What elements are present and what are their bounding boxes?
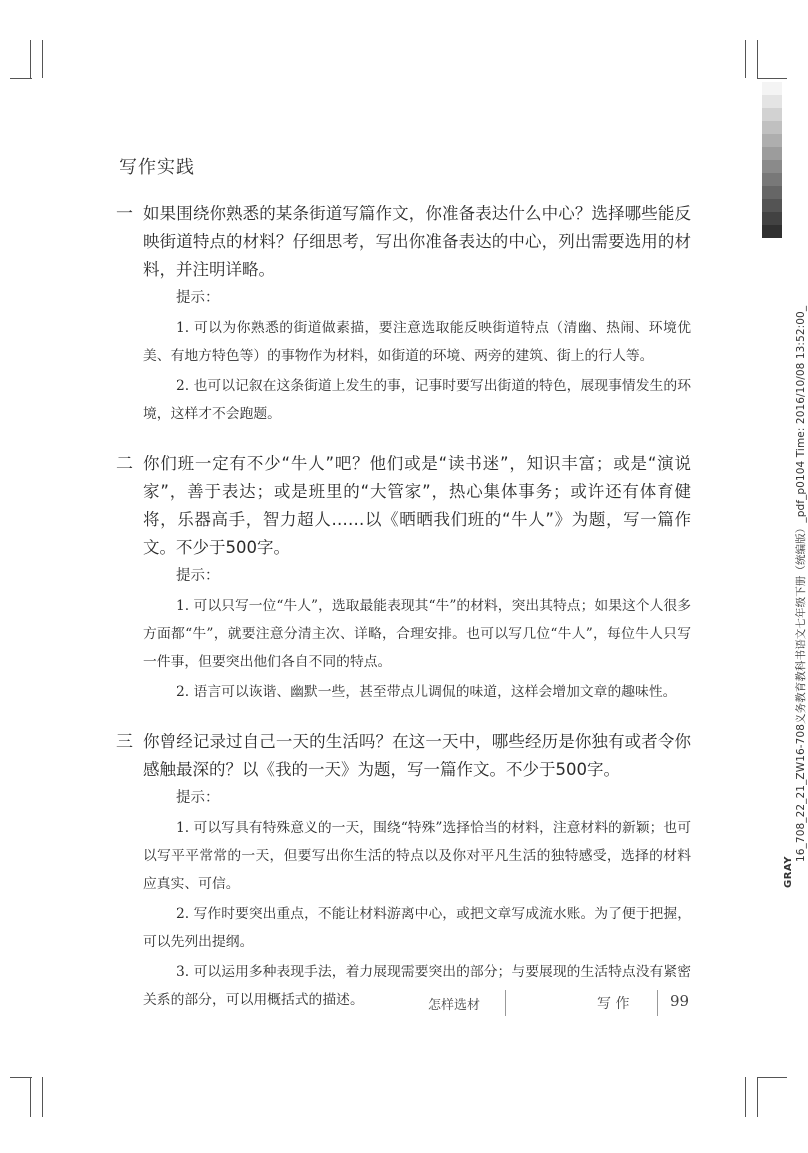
hint-label: 提示：	[176, 790, 220, 806]
page-number: 99	[670, 992, 690, 1010]
hint-item: 1. 可以只写一位“牛人”，选取最能表现其“牛”的材料，突出其特点；如果这个人很多方面都“牛”，就要注意分清主次、详略，合理安排。也可以写几位“牛人”，每位牛人只写一件事，但要突出他们各自不同的特点。	[143, 598, 691, 670]
footer-unit: 写 作	[597, 996, 630, 1012]
crop-mark	[757, 40, 758, 78]
gray-swatch	[762, 199, 782, 212]
hint-item: 2. 也可以记叙在这条街道上发生的事，记事时要写出街道的特色，展现事情发生的环境，这样才不会跑题。	[143, 378, 691, 422]
print-info-text: 16_708_22_21_ZW16-708义务教育教科书语文七年级下册（统编版）_pdf_p0104 Time: 2016/10/08 13:52:00_	[795, 305, 807, 862]
gray-swatch	[762, 160, 782, 173]
hint-item: 2. 写作时要突出重点，不能让材料游离中心，或把文章写成流水账。为了便于把握，可以先列出提纲。	[143, 906, 691, 950]
task-1	[116, 200, 691, 428]
crop-mark	[10, 1077, 32, 1078]
hint-item: 3. 可以运用多种表现手法，着力展现需要突出的部分；与要展现的生活特点没有紧密关系的部分，可以用概括式的描述。	[143, 964, 691, 1008]
gray-label: GRAY	[783, 856, 794, 888]
crop-mark	[757, 1077, 787, 1078]
task-number: 二	[116, 454, 133, 474]
gray-swatch	[762, 147, 782, 160]
gray-swatch	[762, 82, 782, 95]
crop-mark	[42, 1077, 43, 1117]
gray-swatch	[762, 186, 782, 199]
task-text: 你们班一定有不少“牛人”吧？他们或是“读书迷”，知识丰富；或是“演说家”，善于表达；或是班里的“大管家”，热心集体事务；或许还有体育健将，乐器高手，智力超人……以《晒晒我们班的“牛人”》为题，写一篇作文。不少于500字。	[143, 454, 691, 557]
hint-item: 1. 可以为你熟悉的街道做素描，要注意选取能反映街道特点（清幽、热闹、环境优美、有地方特色等）的事物作为材料，如街道的环境、两旁的建筑、街上的行人等。	[143, 320, 691, 364]
footer-divider	[505, 990, 506, 1016]
gray-swatch	[762, 134, 782, 147]
section-title: 写作实践	[119, 157, 195, 178]
task-text: 你曾经记录过自己一天的生活吗？在这一天中，哪些经历是你独有或者令你感触最深的？以《我的一天》为题，写一篇作文。不少于500字。	[143, 732, 691, 779]
crop-mark	[745, 1077, 746, 1117]
hint-item: 1. 可以写具有特殊意义的一天，围绕“特殊”选择恰当的材料，注意材料的新颖；也可以写平平常常的一天，但要写出你生活的特点以及你对平凡生活的独特感受，选择的材料应真实、可信。	[143, 820, 691, 892]
hint-label: 提示：	[176, 568, 220, 584]
crop-mark	[757, 78, 787, 79]
task-2	[116, 450, 691, 706]
hint-item: 2. 语言可以诙谐、幽默一些，甚至带点儿调侃的味道，这样会增加文章的趣味性。	[176, 684, 677, 700]
crop-mark	[745, 40, 746, 78]
crop-mark	[10, 78, 32, 79]
gray-swatch	[762, 173, 782, 186]
footer-divider	[657, 990, 658, 1016]
gray-swatch	[762, 108, 782, 121]
writing-practice-content	[116, 200, 691, 1036]
hint-label: 提示：	[176, 290, 220, 306]
crop-mark	[30, 1077, 31, 1117]
gray-swatch	[762, 95, 782, 108]
gray-swatch	[762, 212, 782, 225]
crop-mark	[757, 1077, 758, 1117]
gray-swatch	[762, 225, 782, 238]
task-number: 三	[116, 732, 133, 752]
task-text: 如果围绕你熟悉的某条街道写篇作文，你准备表达什么中心？选择哪些能反映街道特点的材料？仔细思考，写出你准备表达的中心，列出需要选用的材料，并注明详略。	[143, 204, 691, 279]
crop-mark	[42, 40, 43, 78]
gray-swatch	[762, 121, 782, 134]
footer-topic: 怎样选材	[428, 998, 481, 1013]
crop-mark	[30, 40, 31, 78]
task-number: 一	[116, 204, 133, 224]
gray-scale-bar	[762, 82, 782, 238]
task-3	[116, 728, 691, 1014]
